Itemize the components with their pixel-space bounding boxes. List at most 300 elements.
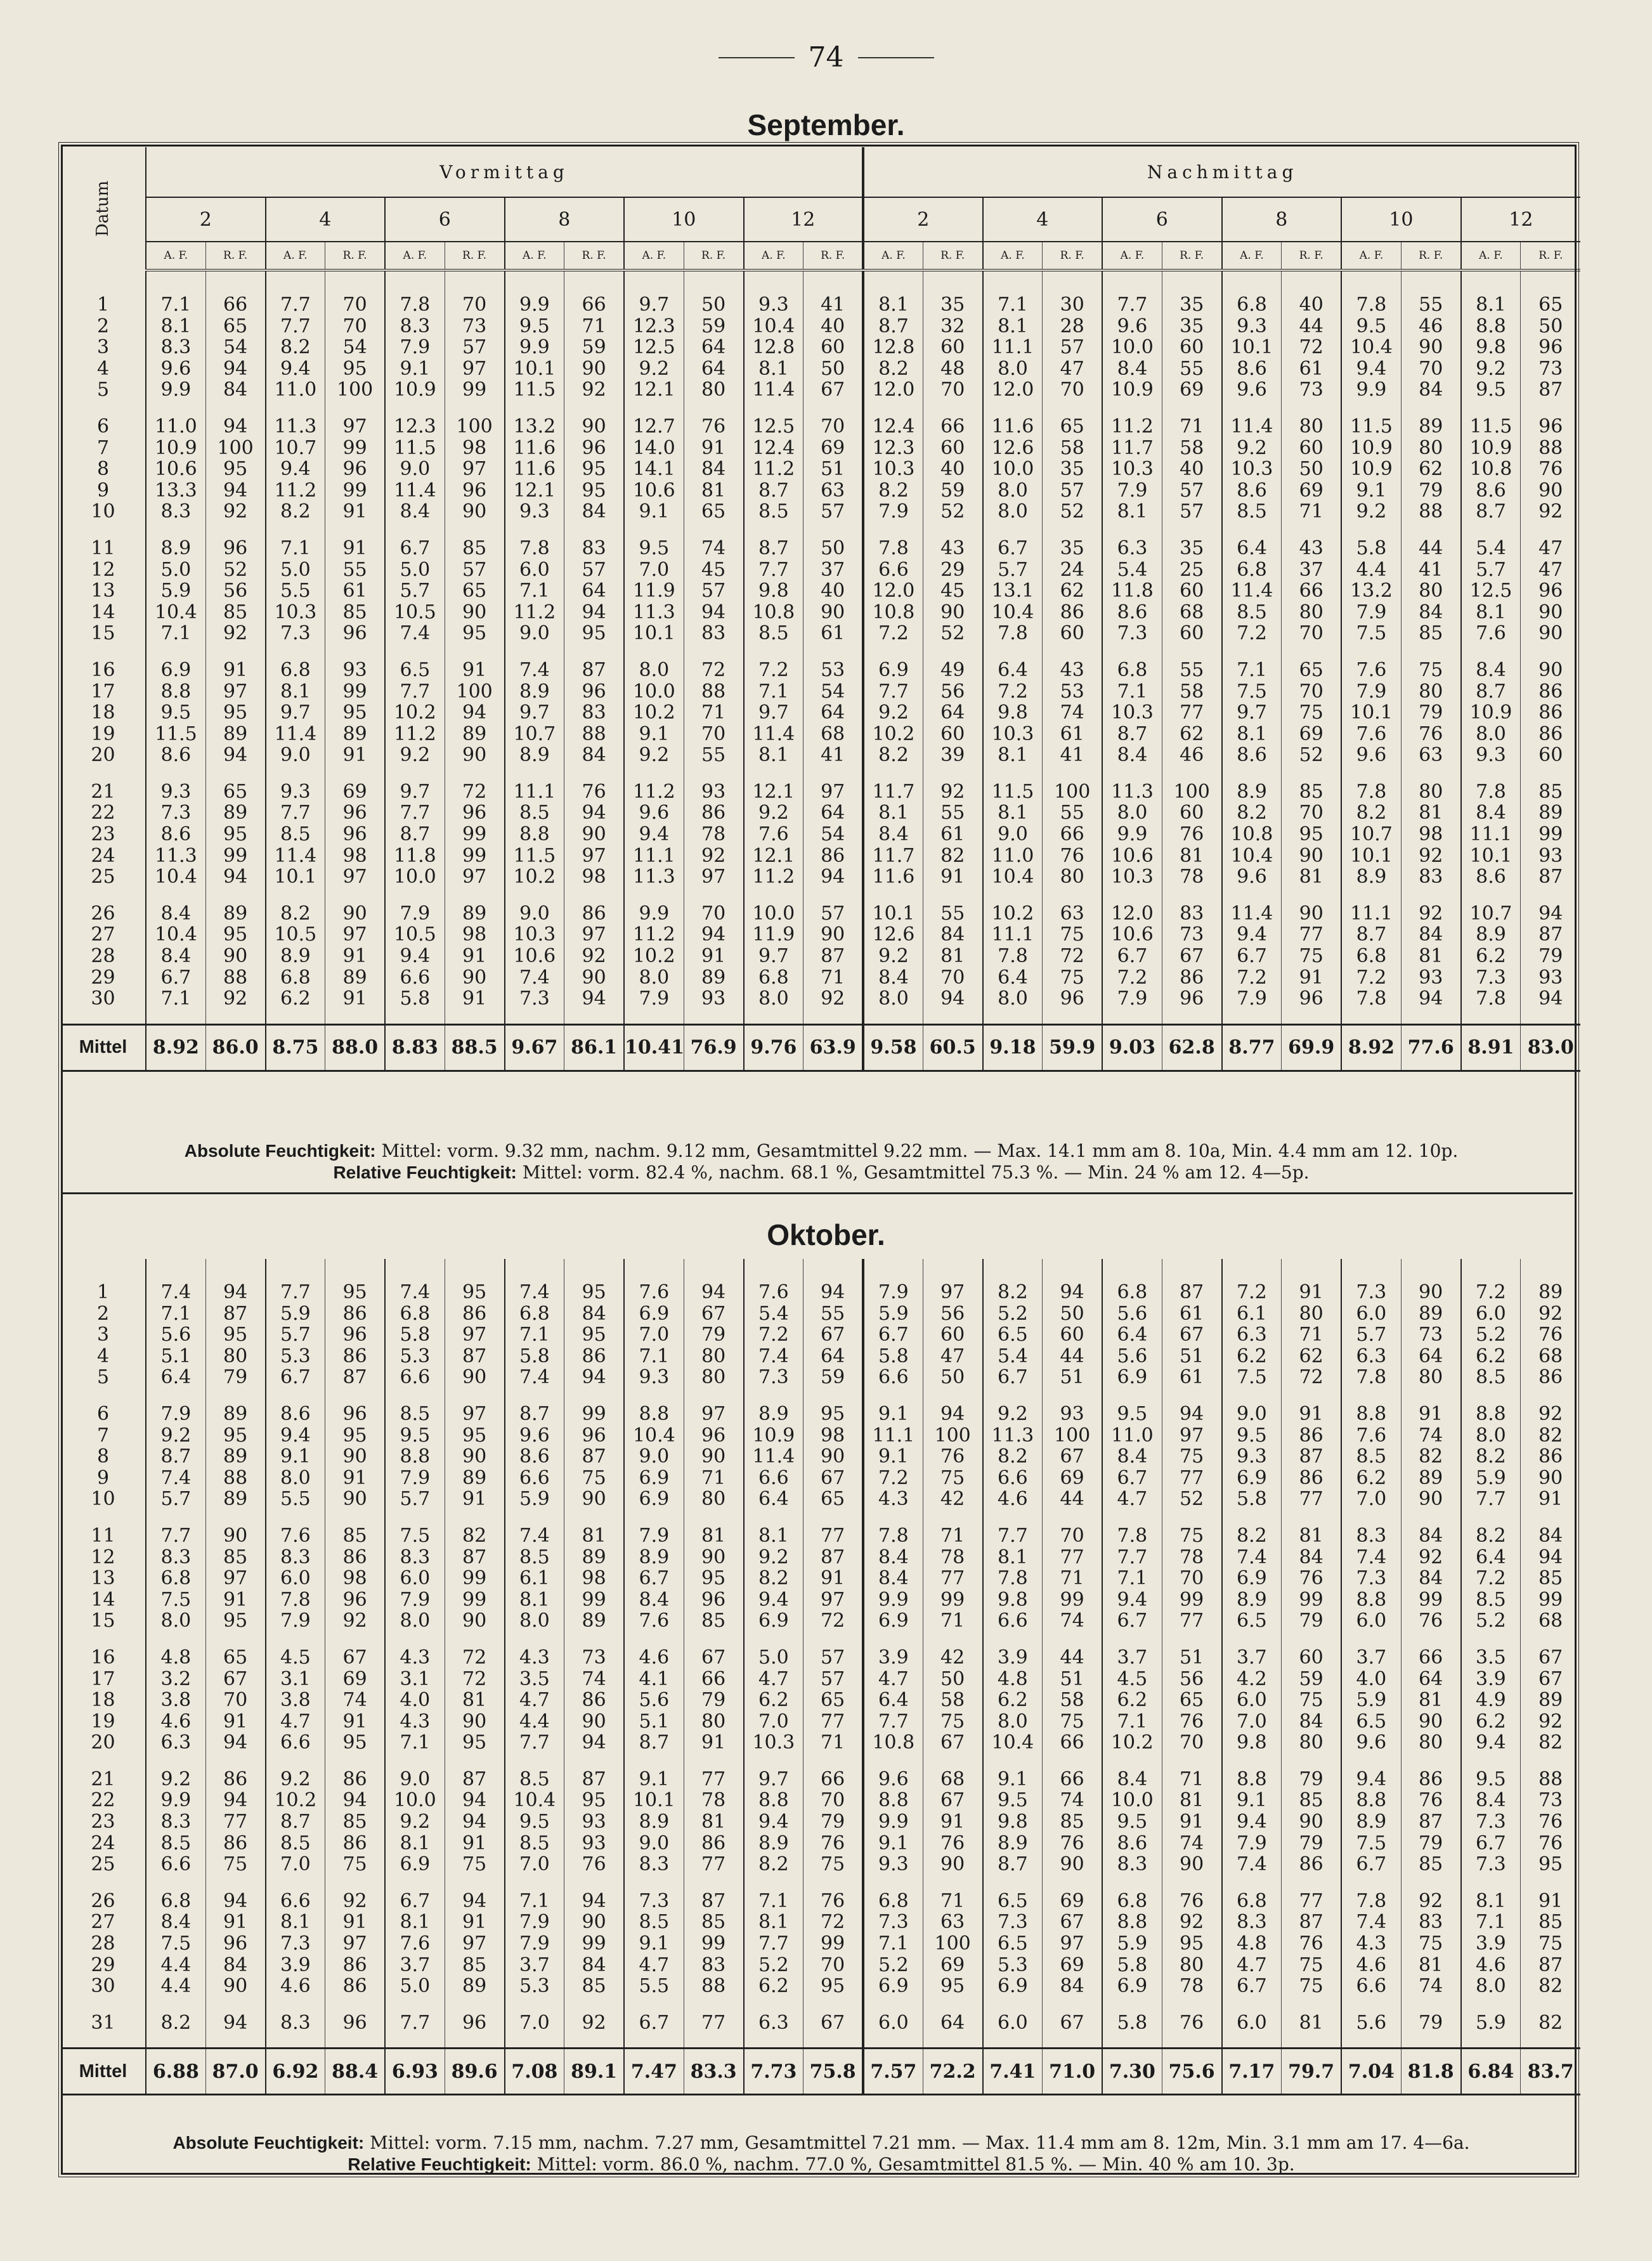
rf-value: 74 [1401, 1425, 1460, 1447]
af-value: 7.3 [1461, 1854, 1521, 1875]
rf-value: 93 [564, 1833, 624, 1854]
rf-value: 91 [1282, 1282, 1341, 1303]
rf-value: 76 [1282, 1568, 1341, 1589]
rf-value: 91 [1521, 1489, 1580, 1510]
rf-value: 54 [205, 337, 265, 358]
af-value: 5.4 [1102, 559, 1162, 581]
af-value: 6.9 [863, 1976, 923, 1997]
rf-value: 99 [325, 480, 385, 502]
rf-value: 85 [684, 1610, 743, 1632]
af-value: 7.9 [385, 337, 445, 358]
rf-value: 64 [684, 337, 743, 358]
rf-value: 65 [1282, 660, 1341, 681]
rf-value: 81 [1162, 845, 1221, 867]
af-value: 9.0 [983, 824, 1043, 845]
rf-value: 83 [684, 1955, 743, 1976]
af-value: 9.1 [1222, 1790, 1282, 1811]
rf-value: 85 [205, 1547, 265, 1568]
rf-value: 65 [205, 316, 265, 337]
rf-value: 85 [1401, 623, 1460, 644]
af-value: 9.2 [744, 802, 803, 824]
rf-value: 40 [803, 580, 863, 602]
rf-value: 75 [564, 1468, 624, 1489]
rf-value: 91 [205, 1589, 265, 1611]
af-value: 8.0 [266, 1468, 325, 1489]
af-value: 5.0 [385, 1976, 445, 1997]
rf-value: 57 [803, 903, 863, 925]
af-value: 11.0 [146, 416, 205, 438]
rf-value: 97 [684, 866, 743, 888]
rf-value: 92 [684, 845, 743, 867]
af-value: 4.4 [146, 1955, 205, 1976]
mittel-rf: 83.7 [1521, 2049, 1580, 2095]
mittel-af: 6.88 [146, 2049, 205, 2095]
rf-value: 66 [205, 294, 265, 316]
rf-value: 89 [325, 967, 385, 989]
rf-value: 75 [1282, 1955, 1341, 1976]
af-value: 6.7 [624, 1568, 684, 1589]
af-value: 6.7 [1461, 1833, 1521, 1854]
af-value: 8.1 [744, 358, 803, 380]
af-value: 12.6 [983, 438, 1043, 459]
af-value: 5.0 [266, 559, 325, 581]
rf-value: 86 [325, 1547, 385, 1568]
af-value: 10.1 [624, 623, 684, 644]
rf-value: 75 [1401, 660, 1460, 681]
af-value: 7.1 [146, 988, 205, 1010]
af-value: 10.6 [624, 480, 684, 502]
rf-value: 88 [684, 681, 743, 703]
table-row [61, 988, 1580, 1010]
rf-value: 96 [325, 1589, 385, 1611]
af-value: 5.9 [1461, 2012, 1521, 2034]
af-value: 8.0 [505, 1610, 564, 1632]
rf-value: 75 [205, 1854, 265, 1875]
af-value: 11.1 [983, 924, 1043, 946]
rf-value: 87 [445, 1769, 504, 1790]
rf-value: 97 [445, 866, 504, 888]
rf-value: 99 [325, 681, 385, 703]
rf-value: 81 [684, 1811, 743, 1833]
rf-value: 89 [445, 724, 504, 745]
table-row [61, 681, 1580, 703]
table-row [61, 745, 1580, 766]
af-value: 7.6 [1341, 660, 1401, 681]
af-value: 7.2 [983, 681, 1043, 703]
af-value: 9.5 [624, 538, 684, 559]
af-value: 6.9 [146, 660, 205, 681]
section-divider [61, 1192, 1573, 1194]
rf-value: 89 [205, 724, 265, 745]
af-value: 5.7 [385, 580, 445, 602]
af-value: 7.8 [385, 294, 445, 316]
day-cell: 10 [61, 501, 146, 523]
rf-value: 90 [1401, 1282, 1460, 1303]
af-value: 10.5 [385, 924, 445, 946]
rf-value: 92 [923, 781, 982, 803]
af-value: 9.2 [983, 1404, 1043, 1425]
rf-value: 88 [1521, 1769, 1580, 1790]
af-value: 9.4 [744, 1811, 803, 1833]
af-value: 5.1 [624, 1711, 684, 1733]
rf-value: 82 [923, 845, 982, 867]
rf-value: 91 [445, 1833, 504, 1854]
af-value: 6.6 [385, 967, 445, 989]
af-value: 9.1 [863, 1833, 923, 1854]
af-value: 11.5 [983, 781, 1043, 803]
af-value: 9.8 [1461, 337, 1521, 358]
rf-value: 83 [564, 538, 624, 559]
af-value: 6.8 [863, 1891, 923, 1912]
af-value: 6.7 [1222, 1976, 1282, 1997]
af-value: 5.4 [744, 1303, 803, 1325]
rf-value: 55 [923, 802, 982, 824]
rf-value: 73 [1282, 379, 1341, 401]
rf-value: 80 [684, 1489, 743, 1510]
rf-value: 90 [684, 1446, 743, 1468]
rf-value: 90 [205, 1976, 265, 1997]
af-value: 7.3 [1102, 623, 1162, 644]
table-row [61, 1955, 1580, 1976]
rf-value: 84 [564, 501, 624, 523]
rf-value: 97 [1043, 1933, 1102, 1955]
rf-value: 91 [445, 1912, 504, 1933]
rf-value: 98 [564, 1568, 624, 1589]
af-value: 5.0 [385, 559, 445, 581]
af-value: 8.9 [1341, 1811, 1401, 1833]
af-value: 11.4 [744, 379, 803, 401]
af-value: 6.7 [146, 967, 205, 989]
af-value: 10.2 [624, 946, 684, 967]
af-value: 8.9 [624, 1811, 684, 1833]
mittel-af: 9.18 [983, 1024, 1043, 1071]
af-value: 5.0 [744, 1647, 803, 1669]
af-value: 7.0 [1222, 1711, 1282, 1733]
rf-value: 44 [1401, 538, 1460, 559]
af-value: 4.7 [1102, 1489, 1162, 1510]
rf-value: 75 [1401, 1933, 1460, 1955]
af-value: 7.7 [505, 1732, 564, 1754]
day-cell: 3 [61, 1324, 146, 1346]
af-value: 8.1 [744, 1525, 803, 1547]
af-value: 6.6 [983, 1468, 1043, 1489]
rf-value: 92 [1401, 845, 1460, 867]
af-value: 7.3 [1461, 967, 1521, 989]
rf-value: 76 [1162, 2012, 1221, 2034]
rf-value: 72 [1282, 1367, 1341, 1388]
day-cell: 29 [61, 1955, 146, 1976]
af-value: 6.3 [1222, 1324, 1282, 1346]
rf-value: 40 [1282, 294, 1341, 316]
rf-value: 78 [684, 1790, 743, 1811]
table-row [61, 1933, 1580, 1955]
af-value: 5.9 [505, 1489, 564, 1510]
af-value: 8.1 [863, 294, 923, 316]
af-value: 11.1 [505, 781, 564, 803]
af-value: 8.7 [1461, 501, 1521, 523]
af-value: 8.0 [1461, 1976, 1521, 1997]
af-value: 6.7 [983, 538, 1043, 559]
rf-value: 96 [325, 623, 385, 644]
af-value: 7.6 [1461, 623, 1521, 644]
af-value: 6.8 [1102, 660, 1162, 681]
rf-value: 91 [445, 946, 504, 967]
af-value: 6.7 [1222, 946, 1282, 967]
rf-value: 96 [684, 1425, 743, 1447]
af-value: 11.4 [1222, 416, 1282, 438]
af-value: 12.4 [863, 416, 923, 438]
rf-value: 90 [1521, 602, 1580, 623]
table-row [61, 1568, 1580, 1589]
af-value: 9.6 [1341, 745, 1401, 766]
af-value: 7.7 [863, 1711, 923, 1733]
af-value: 7.3 [266, 623, 325, 644]
mittel-af: 7.30 [1102, 2049, 1162, 2095]
mittel-af: 7.57 [863, 2049, 923, 2095]
rf-value: 94 [445, 1790, 504, 1811]
rf-value: 74 [1043, 1610, 1102, 1632]
table-row [61, 967, 1580, 989]
af-value: 7.7 [266, 316, 325, 337]
rf-value: 64 [1401, 1346, 1460, 1367]
af-value: 6.8 [1341, 946, 1401, 967]
af-value: 11.1 [1341, 903, 1401, 925]
af-value: 7.1 [146, 623, 205, 644]
af-value: 5.8 [505, 1346, 564, 1367]
rf-value: 86 [1043, 602, 1102, 623]
af-value: 11.2 [385, 724, 445, 745]
af-value: 11.3 [624, 602, 684, 623]
af-value: 9.4 [1102, 1589, 1162, 1611]
rf-value: 80 [1162, 1955, 1221, 1976]
rf-value: 90 [325, 1489, 385, 1510]
rf-value: 94 [564, 1367, 624, 1388]
rf-value: 68 [1521, 1346, 1580, 1367]
rf-value: 87 [564, 1446, 624, 1468]
rf-value: 68 [1521, 1610, 1580, 1632]
rf-value: 97 [923, 1282, 982, 1303]
af-value: 10.0 [744, 903, 803, 925]
af-value: 6.4 [146, 1367, 205, 1388]
day-cell: 2 [61, 1303, 146, 1325]
rf-value: 71 [803, 1732, 863, 1754]
rf-value: 95 [564, 1324, 624, 1346]
rf-value: 61 [923, 824, 982, 845]
af-value: 7.2 [863, 623, 923, 644]
af-value: 9.9 [1102, 824, 1162, 845]
af-value: 7.9 [385, 903, 445, 925]
rf-value: 96 [325, 1324, 385, 1346]
af-value: 7.4 [146, 1468, 205, 1489]
rf-value: 89 [1521, 1282, 1580, 1303]
af-value: 3.2 [146, 1669, 205, 1690]
af-value: 5.7 [266, 1324, 325, 1346]
rf-value: 95 [205, 1610, 265, 1632]
af-value: 10.4 [624, 1425, 684, 1447]
rf-value: 35 [1162, 316, 1221, 337]
rf-value: 59 [564, 337, 624, 358]
rf-value: 77 [1162, 702, 1221, 724]
rf-value: 100 [1162, 781, 1221, 803]
af-value: 9.4 [1222, 924, 1282, 946]
af-value: 9.8 [744, 580, 803, 602]
rf-value: 91 [445, 988, 504, 1010]
af-value: 8.7 [863, 316, 923, 337]
af-value: 14.0 [624, 438, 684, 459]
rf-value: 41 [803, 745, 863, 766]
af-value: 10.2 [1102, 1732, 1162, 1754]
af-value: 11.3 [624, 866, 684, 888]
af-value: 6.0 [983, 2012, 1043, 2034]
rf-value: 96 [564, 681, 624, 703]
rf-value: 35 [1043, 538, 1102, 559]
af-value: 10.3 [744, 1732, 803, 1754]
af-value: 8.0 [1102, 802, 1162, 824]
mittel-label: Mittel [61, 1024, 146, 1071]
af-value: 7.4 [1222, 1854, 1282, 1875]
rf-value: 75 [1282, 1690, 1341, 1711]
rf-value: 58 [1043, 1690, 1102, 1711]
af-value: 4.6 [146, 1711, 205, 1733]
af-value: 8.4 [624, 1589, 684, 1611]
af-value: 9.9 [624, 903, 684, 925]
af-value: 7.9 [1222, 1833, 1282, 1854]
rf-value: 35 [1162, 538, 1221, 559]
af-value: 8.0 [624, 967, 684, 989]
af-value: 4.6 [1461, 1955, 1521, 1976]
af-value: 8.8 [1341, 1589, 1401, 1611]
rf-value: 91 [205, 660, 265, 681]
af-value: 8.2 [863, 745, 923, 766]
af-value: 7.9 [385, 1589, 445, 1611]
af-value: 8.7 [1461, 681, 1521, 703]
rf-value: 81 [1401, 1955, 1460, 1976]
day-cell: 5 [61, 1367, 146, 1388]
rf-value: 86 [325, 1955, 385, 1976]
af-value: 9.7 [744, 946, 803, 967]
rf-value: 99 [564, 1933, 624, 1955]
af-value: 8.5 [505, 1547, 564, 1568]
af-value: 11.2 [624, 781, 684, 803]
rf-value: 69 [803, 438, 863, 459]
table-row [61, 602, 1580, 623]
af-value: 12.7 [624, 416, 684, 438]
day-cell: 3 [61, 337, 146, 358]
rf-value: 96 [325, 2012, 385, 2034]
af-value: 8.3 [624, 1854, 684, 1875]
rf-header: R. F. [205, 242, 265, 270]
af-value: 11.7 [1102, 438, 1162, 459]
af-value: 8.5 [744, 623, 803, 644]
rf-value: 80 [1282, 416, 1341, 438]
af-value: 12.1 [505, 480, 564, 502]
af-value: 9.1 [624, 501, 684, 523]
af-value: 11.0 [983, 845, 1043, 867]
rf-value: 86 [1401, 1769, 1460, 1790]
af-value: 11.4 [385, 480, 445, 502]
af-value: 9.5 [385, 1425, 445, 1447]
rf-value: 87 [325, 1367, 385, 1388]
rf-value: 99 [445, 1589, 504, 1611]
rf-value: 94 [564, 1732, 624, 1754]
rf-value: 35 [1043, 459, 1102, 480]
af-value: 4.6 [624, 1647, 684, 1669]
af-value: 8.0 [1461, 724, 1521, 745]
rf-value: 90 [564, 824, 624, 845]
af-value: 7.6 [385, 1933, 445, 1955]
af-value: 8.5 [1461, 1589, 1521, 1611]
af-value: 7.3 [266, 1933, 325, 1955]
rf-value: 56 [923, 681, 982, 703]
af-value: 5.5 [266, 1489, 325, 1510]
table-row [61, 316, 1580, 337]
af-value: 9.0 [624, 1446, 684, 1468]
rf-value: 57 [1162, 480, 1221, 502]
af-value: 8.0 [983, 988, 1043, 1010]
rf-value: 95 [205, 702, 265, 724]
af-value: 10.9 [1461, 702, 1521, 724]
page-number-rule-right [858, 57, 934, 58]
rf-value: 87 [445, 1547, 504, 1568]
rf-value: 77 [923, 1568, 982, 1589]
september-abs-text: Mittel: vorm. 9.32 mm, nachm. 9.12 mm, Gesamtmittel 9.22 mm. — Max. 14.1 mm am 8. 10a, Min. 4.4 mm am 12. 10p. [381, 1140, 1459, 1161]
mittel-rf: 62.8 [1162, 1024, 1221, 1071]
day-cell: 11 [61, 538, 146, 559]
af-value: 4.7 [863, 1669, 923, 1690]
day-cell: 26 [61, 903, 146, 925]
rf-value: 55 [1043, 802, 1102, 824]
rf-value: 97 [803, 1589, 863, 1611]
rf-value: 77 [684, 1769, 743, 1790]
af-value: 8.3 [146, 337, 205, 358]
af-value: 8.4 [146, 946, 205, 967]
af-value: 6.8 [505, 1303, 564, 1325]
rf-value: 57 [564, 559, 624, 581]
af-value: 10.4 [1222, 845, 1282, 867]
af-value: 11.7 [863, 845, 923, 867]
mittel-rf: 63.9 [803, 1024, 863, 1071]
af-value: 6.5 [1341, 1711, 1401, 1733]
rf-value: 92 [1401, 1547, 1460, 1568]
rf-value: 60 [1162, 580, 1221, 602]
af-value: 6.7 [1102, 1610, 1162, 1632]
rf-value: 67 [1162, 946, 1221, 967]
af-value: 7.8 [266, 1589, 325, 1611]
rf-value: 65 [1521, 294, 1580, 316]
table-row [61, 1610, 1580, 1632]
rf-value: 91 [325, 1468, 385, 1489]
mittel-af: 7.08 [505, 2049, 564, 2095]
september-rel-label: Relative Feuchtigkeit: [333, 1163, 517, 1182]
af-value: 9.7 [266, 702, 325, 724]
rf-value: 81 [1401, 802, 1460, 824]
rf-value: 92 [564, 2012, 624, 2034]
rf-value: 90 [1282, 1811, 1341, 1833]
af-value: 6.4 [1461, 1547, 1521, 1568]
af-value: 6.8 [1102, 1282, 1162, 1303]
mittel-rf: 76.9 [684, 1024, 743, 1071]
af-value: 7.9 [1341, 681, 1401, 703]
af-value: 7.1 [983, 294, 1043, 316]
rf-value: 63 [1043, 903, 1102, 925]
rf-value: 76 [923, 1446, 982, 1468]
af-value: 7.3 [624, 1891, 684, 1912]
af-value: 9.0 [505, 623, 564, 644]
af-value: 6.7 [1102, 946, 1162, 967]
af-value: 10.8 [1461, 459, 1521, 480]
rf-value: 73 [564, 1647, 624, 1669]
af-value: 6.2 [744, 1976, 803, 1997]
